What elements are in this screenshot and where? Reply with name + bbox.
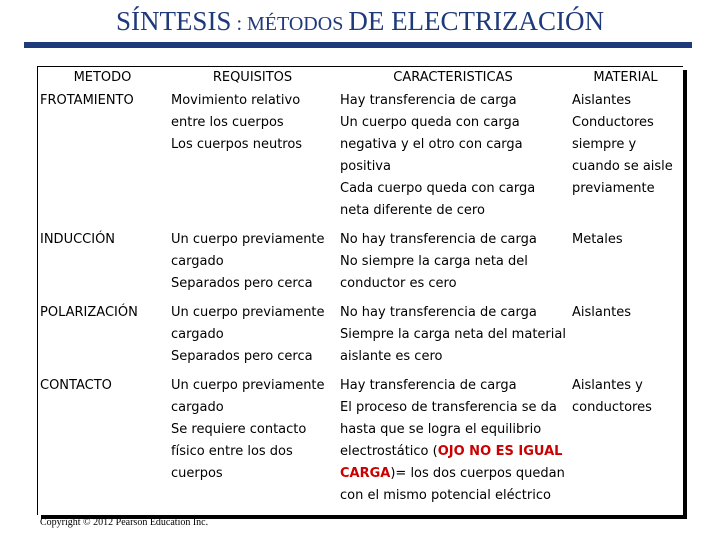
copyright-notice: Copyright © 2012 Pearson Education Inc. xyxy=(40,517,209,528)
caracteristica-line xyxy=(340,441,569,463)
synthesis-table xyxy=(37,66,682,514)
caracteristica-line: aislante es cero xyxy=(340,349,443,364)
caracteristica-line: neta diferente de cero xyxy=(340,203,485,218)
warning-highlight: CARGA xyxy=(340,466,391,481)
cell-requisitos xyxy=(168,375,337,514)
cell-material xyxy=(569,90,682,229)
table-row-polarizacion xyxy=(37,302,682,375)
caracteristica-line: Un cuerpo queda con carga xyxy=(340,115,520,130)
caracteristica-line: No hay transferencia de carga xyxy=(340,232,537,247)
metodo-label: POLARIZACIÓN xyxy=(40,305,138,320)
caracteristica-line: negativa y el otro con carga xyxy=(340,137,523,152)
requisito-line: Separados pero cerca xyxy=(171,276,313,291)
cell-metodo xyxy=(37,229,168,302)
requisito-line: Separados pero cerca xyxy=(171,349,313,364)
requisito-line: Un cuerpo previamente xyxy=(171,378,325,393)
requisito-line: Un cuerpo previamente xyxy=(171,232,325,247)
cell-metodo xyxy=(37,302,168,375)
caracteristica-line: positiva xyxy=(340,159,391,174)
cell-requisitos xyxy=(168,90,337,229)
title-part-metodos: : MÉTODOS xyxy=(231,13,349,35)
title-underline xyxy=(24,42,692,48)
metodo-label: CONTACTO xyxy=(40,378,112,393)
title-part-sintesis: SÍNTESIS xyxy=(115,6,232,36)
caracteristica-text: )= los dos cuerpos quedan xyxy=(390,466,565,481)
cell-material xyxy=(569,302,682,375)
cell-material xyxy=(569,229,682,302)
table-header-row xyxy=(37,66,682,90)
caracteristica-line: No siempre la carga neta del xyxy=(340,254,528,269)
table-row-induccion xyxy=(37,229,682,302)
cell-material xyxy=(569,375,682,514)
header-requisitos: REQUISITOS xyxy=(212,70,293,85)
caracteristica-line xyxy=(340,463,569,485)
material-line: Metales xyxy=(572,232,623,247)
requisito-line: Se requiere contacto xyxy=(171,422,307,437)
cell-requisitos xyxy=(168,302,337,375)
header-material: MATERIAL xyxy=(593,70,658,85)
material-line: cuando se aisle xyxy=(572,159,673,174)
cell-caracteristicas xyxy=(337,302,569,375)
caracteristica-line: hasta que se logra el equilibrio xyxy=(340,422,542,437)
table-row-contacto xyxy=(37,375,682,514)
requisito-line: Los cuerpos neutros xyxy=(171,137,303,152)
caracteristica-line: Hay transferencia de carga xyxy=(340,378,517,393)
requisito-line: Un cuerpo previamente xyxy=(171,305,325,320)
cell-metodo xyxy=(37,90,168,229)
table-row-frotamiento xyxy=(37,90,682,229)
page-title xyxy=(0,6,720,40)
requisito-line: cargado xyxy=(171,400,224,415)
warning-highlight: OJO NO ES IGUAL xyxy=(437,444,563,459)
cell-requisitos xyxy=(168,229,337,302)
requisito-line: cargado xyxy=(171,254,224,269)
material-line: Aislantes xyxy=(572,305,631,320)
cell-caracteristicas xyxy=(337,375,569,514)
cell-caracteristicas xyxy=(337,90,569,229)
requisito-line: físico entre los dos xyxy=(171,444,293,459)
cell-caracteristicas xyxy=(337,229,569,302)
requisito-line: entre los cuerpos xyxy=(171,115,284,130)
material-line: Aislantes xyxy=(572,93,631,108)
header-metodo: METODO xyxy=(73,70,132,85)
title-part-electrizacion: DE ELECTRIZACIÓN xyxy=(348,6,605,36)
header-caracteristicas: CARACTERISTICAS xyxy=(393,70,513,85)
caracteristica-line: Hay transferencia de carga xyxy=(340,93,517,108)
caracteristica-line: El proceso de transferencia se da xyxy=(340,400,557,415)
material-line: siempre y xyxy=(572,137,637,152)
material-line: conductores xyxy=(572,400,652,415)
caracteristica-line: No hay transferencia de carga xyxy=(340,305,537,320)
caracteristica-text: electrostático ( xyxy=(340,444,438,459)
requisito-line: Movimiento relativo xyxy=(171,93,301,108)
material-line: Conductores xyxy=(572,115,654,130)
cell-metodo xyxy=(37,375,168,514)
caracteristica-line: con el mismo potencial eléctrico xyxy=(340,488,551,503)
caracteristica-line: Cada cuerpo queda con carga xyxy=(340,181,536,196)
requisito-line: cargado xyxy=(171,327,224,342)
metodo-label: INDUCCIÓN xyxy=(40,232,116,247)
material-line: Aislantes y xyxy=(572,378,643,393)
caracteristica-line: Siempre la carga neta del material xyxy=(340,327,566,342)
requisito-line: cuerpos xyxy=(171,466,223,481)
material-line: previamente xyxy=(572,181,655,196)
metodo-label: FROTAMIENTO xyxy=(40,93,134,108)
caracteristica-line: conductor es cero xyxy=(340,276,457,291)
